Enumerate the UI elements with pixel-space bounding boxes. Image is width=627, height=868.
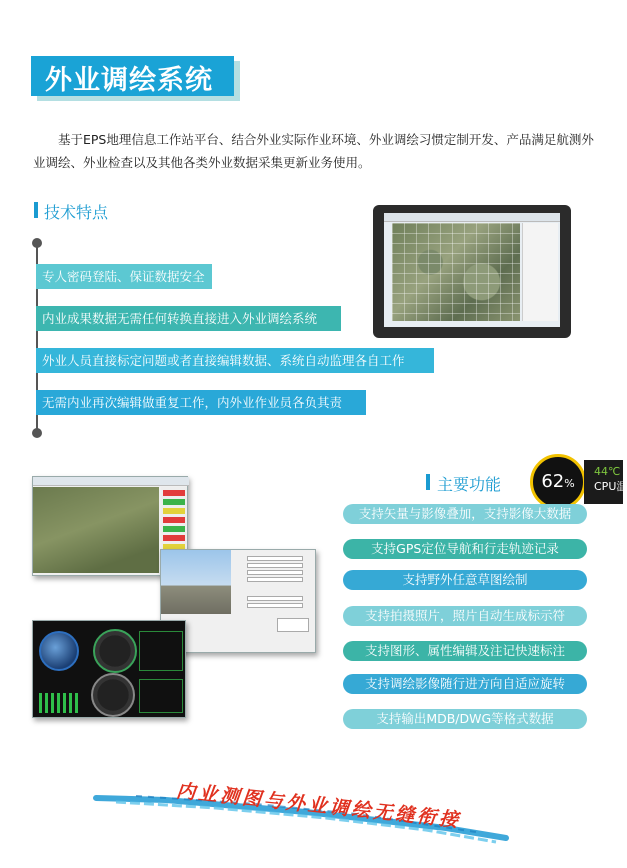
tablet-screen bbox=[384, 213, 560, 327]
tech-heading-bar bbox=[34, 202, 38, 218]
site-photo bbox=[161, 550, 231, 614]
map-imagery bbox=[33, 487, 159, 573]
function-item: 支持野外任意草图绘制 bbox=[343, 570, 587, 590]
cpu-label: CPU温 bbox=[594, 480, 627, 493]
software-side-panel bbox=[522, 223, 558, 321]
footer-slogan: 内业测图与外业调绘无缝衔接 bbox=[175, 779, 463, 832]
tech-item: 外业人员直接标定问题或者直接编辑数据、系统自动监理各自工作 bbox=[36, 348, 434, 373]
tech-item: 内业成果数据无需任何转换直接进入外业调绘系统 bbox=[36, 306, 341, 331]
tech-item: 专人密码登陆、保证数据安全 bbox=[36, 264, 212, 289]
signal-panel bbox=[139, 631, 183, 671]
cpu-temp: 44℃ bbox=[594, 465, 621, 478]
function-item: 支持调绘影像随行进方向自适应旋转 bbox=[343, 674, 587, 694]
cpu-usage-meter: 62% bbox=[530, 454, 586, 510]
globe-icon bbox=[39, 631, 79, 671]
screenshot-gps-dashboard bbox=[32, 620, 186, 718]
function-item: 支持矢量与影像叠加，支持影像大数据 bbox=[343, 504, 587, 524]
speed-gauge-icon bbox=[93, 629, 137, 673]
software-toolbar bbox=[384, 213, 560, 222]
function-item: 支持GPS定位导航和行走轨迹记录 bbox=[343, 539, 587, 559]
function-item: 支持输出MDB/DWG等格式数据 bbox=[343, 709, 587, 729]
functions-heading-bar bbox=[426, 474, 430, 490]
function-item: 支持图形、属性编辑及注记快速标注 bbox=[343, 641, 587, 661]
intro-paragraph: 基于EPS地理信息工作站平台、结合外业实际作业环境、外业调绘习惯定制开发、产品满足航测外业调绘、外业检查以及其他各类外业数据采集更新业务使用。 bbox=[33, 132, 594, 170]
functions-heading: 主要功能 bbox=[437, 475, 502, 494]
function-item: 支持拍摄照片，照片自动生成标示符 bbox=[343, 606, 587, 626]
tech-heading: 技术特点 bbox=[44, 203, 109, 222]
timeline-dot-bottom bbox=[32, 428, 42, 438]
map-imagery bbox=[392, 223, 520, 321]
satellite-bars bbox=[39, 693, 79, 713]
page-title: 外业调绘系统 bbox=[45, 65, 213, 96]
compass-gauge-icon bbox=[91, 673, 135, 717]
tech-item: 无需内业再次编辑做重复工作，内外业作业员各负其责 bbox=[36, 390, 366, 415]
attribute-form bbox=[233, 552, 313, 652]
timeline-dot-top bbox=[32, 238, 42, 248]
status-panel bbox=[139, 679, 183, 713]
cpu-temp-panel bbox=[584, 460, 627, 504]
